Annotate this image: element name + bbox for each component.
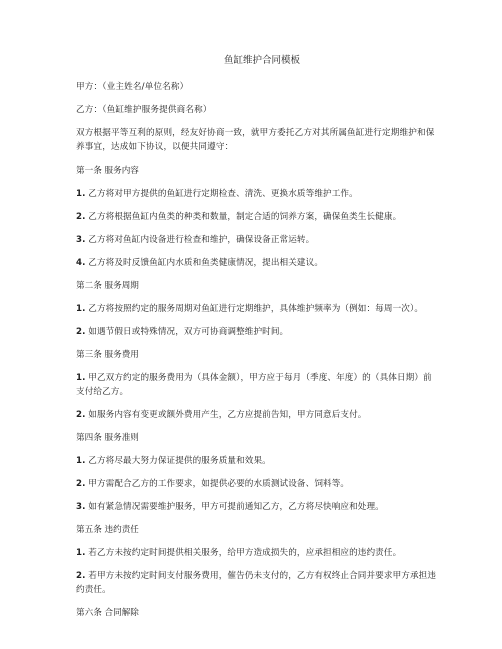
section-heading: 第四条 服务准则 [76, 433, 139, 443]
list-item [76, 477, 438, 491]
item-text: 若乙方未按约定时间提供相关服务，给甲方造成损失的，应承担相应的违约责任。 [85, 548, 402, 558]
item-number: 1. [76, 548, 86, 558]
item-text: 乙方将及时反馈鱼缸内水质和鱼类健康情况，提出相关建议。 [85, 258, 324, 268]
list-item [76, 454, 438, 468]
item-number: 1. [76, 189, 86, 199]
item-text: 乙方将根据鱼缸内鱼类的种类和数量，制定合适的饲养方案，确保鱼类生长健康。 [85, 212, 402, 222]
list-item [76, 371, 438, 399]
item-text: 若甲方未按约定时间支付服务费用，催告仍未支付的，乙方有权终止合同并要求甲方承担违约责任。 [76, 571, 437, 595]
item-number: 1. [76, 456, 86, 466]
item-text: 如有紧急情况需要维护服务，甲方可提前通知乙方，乙方将尽快响应和处理。 [85, 502, 384, 512]
party-a: 甲方：（业主姓名/单位名称） [76, 82, 189, 92]
item-text: 如遇节假日或特殊情况，双方可协商调整维护时间。 [85, 327, 289, 337]
item-number: 4. [76, 258, 86, 268]
item-number: 2. [76, 410, 86, 420]
list-item [76, 569, 438, 597]
list-item [76, 187, 438, 201]
section-heading: 第六条 合同解除 [76, 608, 139, 618]
list-item [76, 546, 438, 560]
list-item [76, 302, 438, 316]
item-number: 2. [76, 327, 86, 337]
item-text: 乙方将对甲方提供的鱼缸进行定期检查、清洗、更换水质等维护工作。 [85, 189, 358, 199]
item-number: 2. [76, 212, 86, 222]
list-item [76, 325, 438, 339]
item-text: 如服务内容有变更或额外费用产生，乙方应提前告知，甲方同意后支付。 [85, 410, 367, 420]
list-item [76, 210, 438, 224]
list-item [76, 500, 438, 514]
list-item [76, 233, 438, 247]
item-number: 2. [76, 479, 86, 489]
section-heading: 第三条 服务费用 [76, 350, 139, 360]
item-text: 甲乙双方约定的服务费用为（具体金额），甲方应于每月（季度、年度）的（具体日期）前支付给乙方。 [76, 373, 432, 397]
section-heading: 第五条 违约责任 [76, 525, 139, 535]
intro-paragraph: 双方根据平等互利的原则，经友好协商一致，就甲方委托乙方对其所属鱼缸进行定期维护和保养事宜，达成如下协议，以便共同遵守： [76, 128, 435, 152]
document-title: 鱼缸维护合同模板 [223, 55, 300, 66]
item-text: 乙方将尽最大努力保证提供的服务质量和效果。 [85, 456, 271, 466]
item-number: 3. [76, 502, 86, 512]
list-item [76, 408, 438, 422]
list-item [76, 256, 438, 270]
item-number: 1. [76, 373, 86, 383]
section-heading: 第一条 服务内容 [76, 166, 139, 176]
item-text: 甲方需配合乙方的工作要求，如提供必要的水质测试设备、饲料等。 [85, 479, 350, 489]
party-b: 乙方：（鱼缸维护服务提供商名称） [76, 105, 212, 115]
item-number: 1. [76, 304, 86, 314]
item-text: 乙方将按照约定的服务周期对鱼缸进行定期维护，具体维护频率为（例如：每周一次）。 [85, 304, 424, 314]
item-number: 3. [76, 235, 86, 245]
item-number: 2. [76, 571, 86, 581]
section-heading: 第二条 服务周期 [76, 281, 139, 291]
item-text: 乙方将对鱼缸内设备进行检查和维护，确保设备正常运转。 [85, 235, 315, 245]
